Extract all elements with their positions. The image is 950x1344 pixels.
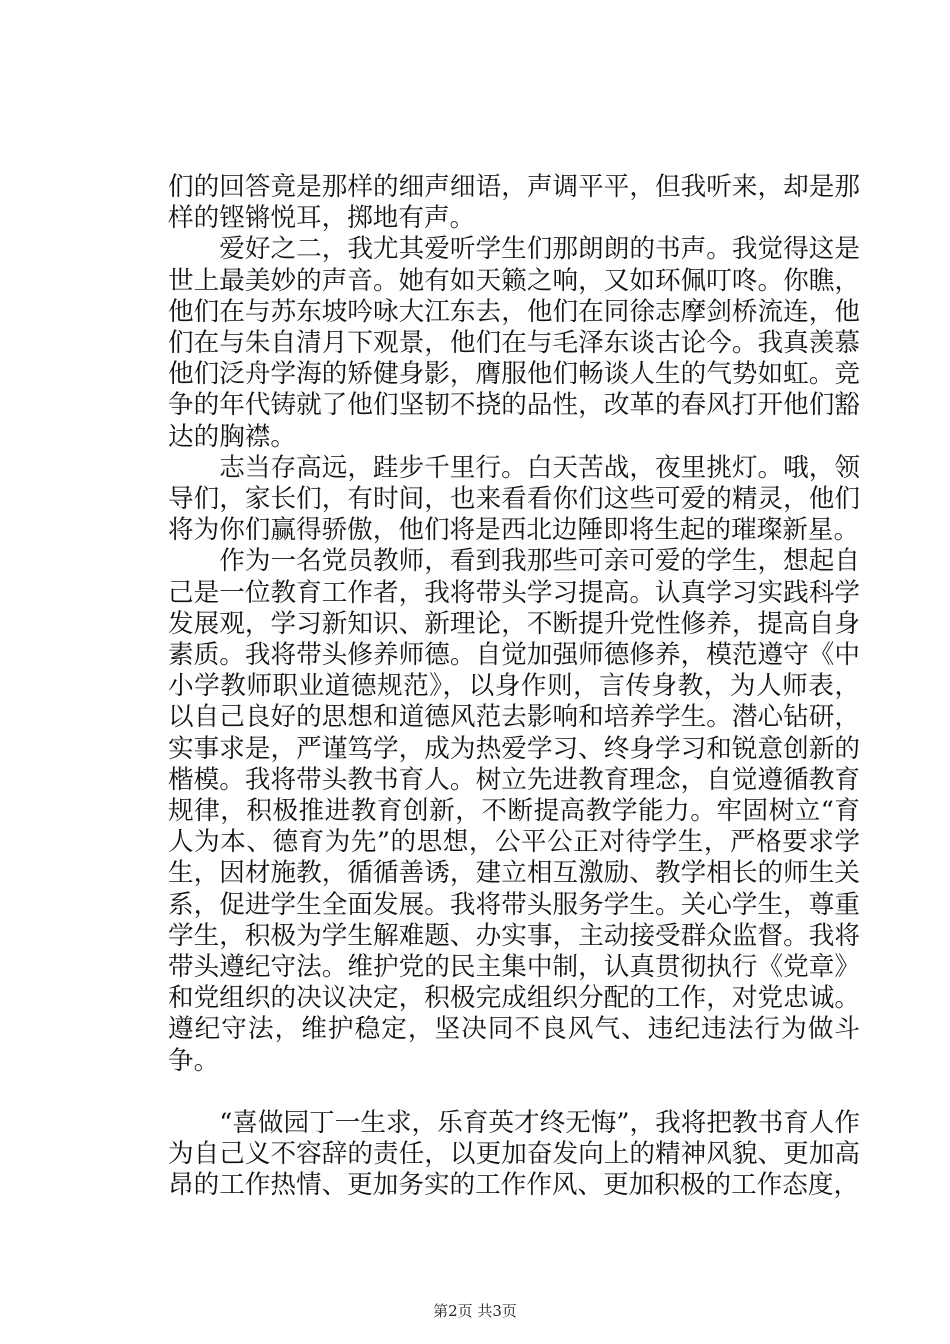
paragraph-continuation: 们的回答竟是那样的细声细语，声调平平，但我听来，却是那样的铿锵悦耳，掷地有声。 <box>168 172 860 234</box>
document-body <box>168 172 860 1202</box>
paragraph-gardener: “喜做园丁一生求，乐育英才终无悔”，我将把教书育人作为自己义不容辞的责任，以更加奋发向上的精神风貌、更加高昂的工作热情、更加务实的工作作风、更加积极的工作态度， <box>168 1107 860 1201</box>
paragraph-ambition: 志当存高远，跬步千里行。白天苦战，夜里挑灯。哦，领导们，家长们，有时间，也来看看你们这些可爱的精灵，他们将为你们赢得骄傲，他们将是西北边陲即将生起的璀璨新星。 <box>168 452 860 546</box>
paragraph-hobby-reading: 爱好之二，我尤其爱听学生们那朗朗的书声。我觉得这是世上最美妙的声音。她有如天籁之响，又如环佩叮咚。你瞧，他们在与苏东坡吟咏大江东去，他们在同徐志摩剑桥流连，他们在与朱自清月下观景，他们在与毛泽东谈古论今。我真羡慕他们泛舟学海的矫健身影，膺服他们畅谈人生的气势如虹。竞争的年代铸就了他们坚韧不挠的品性，改革的春风打开他们豁达的胸襟。 <box>168 234 860 452</box>
page-footer: 第2页 共3页 <box>433 1302 517 1320</box>
paragraph-party-teacher: 作为一名党员教师，看到我那些可亲可爱的学生，想起自己是一位教育工作者，我将带头学习提高。认真学习实践科学发展观，学习新知识、新理论，不断提升党性修养，提高自身素质。我将带头修养师德。自觉加强师德修养，模范遵守《中小学教师职业道德规范》，以身作则，言传身教，为人师表，以自己良好的思想和道德风范去影响和培养学生。潜心钻研，实事求是，严谨笃学，成为热爱学习、终身学习和锐意创新的楷模。我将带头教书育人。树立先进教育理念，自觉遵循教育规律，积极推进教育创新，不断提高教学能力。牢固树立“育人为本、德育为先”的思想，公平公正对待学生，严格要求学生，因材施教，循循善诱，建立相互激励、教学相长的师生关系，促进学生全面发展。我将带头服务学生。关心学生，尊重学生，积极为学生解难题、办实事，主动接受群众监督。我将带头遵纪守法。维护党的民主集中制，认真贯彻执行《党章》和党组织的决议决定，积极完成组织分配的工作，对党忠诚。遵纪守法，维护稳定，坚决同不良风气、违纪违法行为做斗争。 <box>168 546 860 1076</box>
